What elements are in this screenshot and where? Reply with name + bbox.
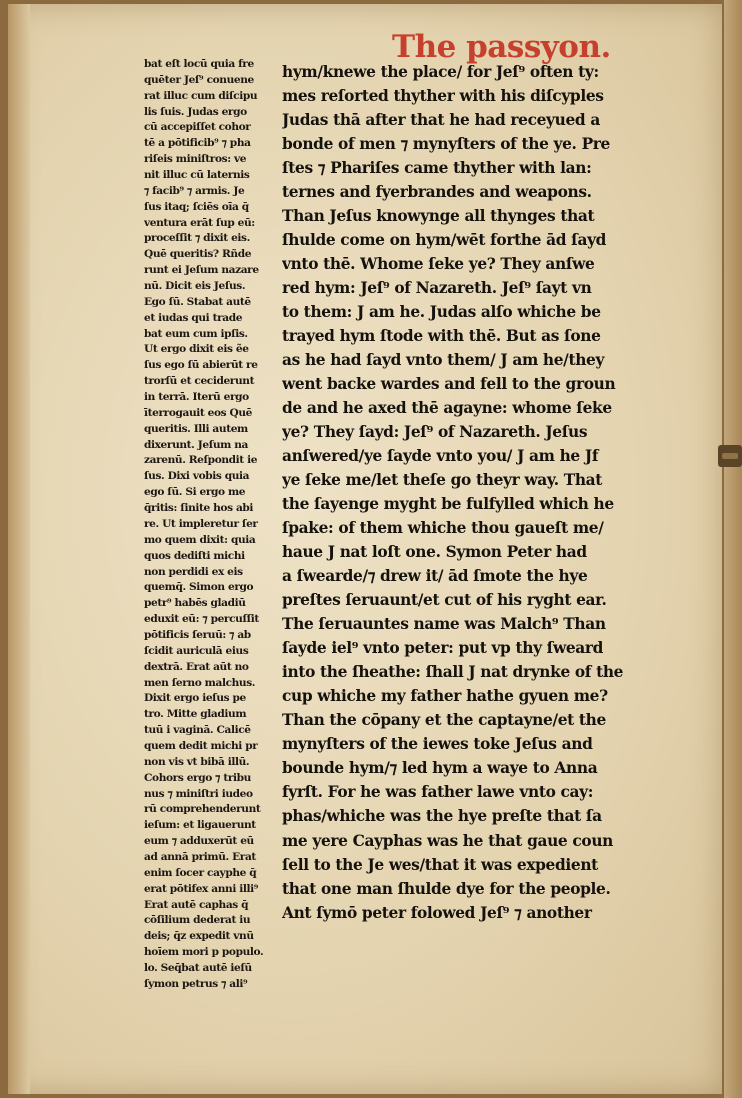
text-line: runt ei Jeſum nazare	[144, 264, 259, 277]
text-line: hym/knewe the place/ for Jeſ⁹ often ty:	[282, 63, 599, 81]
text-line: dextrā. Erat aūt no	[144, 660, 249, 673]
text-line: īterrogauit eos Quē	[144, 406, 252, 419]
text-line: petr⁹ habēs gladiū	[144, 597, 246, 610]
english-text-column	[282, 60, 696, 925]
text-line: Than Jeſus knowynge all thynges that	[282, 207, 595, 226]
text-line: trayed hym ſtode with thē. But as ſone	[282, 327, 601, 346]
text-line: Quē queritis? Rñde	[144, 248, 252, 261]
text-line: riſeis miniſtros: ve	[144, 153, 247, 166]
text-line: zarenū. Reſpondit ie	[144, 454, 258, 467]
text-line: lis ſuis. Judas ergo	[144, 105, 247, 118]
facing-page-edge	[724, 0, 742, 1098]
text-line: Than the cōpany et the captayne/et the	[282, 711, 606, 730]
text-line: into the ſheathe: ſhall J nat drynke of the	[282, 663, 624, 682]
text-line: de and he axed thē agayne: whome ſeke	[282, 399, 612, 418]
text-line: hoīem mori p populo.	[144, 946, 264, 959]
text-line: cup whiche my father hathe gyuen me?	[282, 687, 608, 706]
text-line: enim ſocer cayphe q̄	[144, 866, 257, 879]
text-line: mo quem dixit: quia	[144, 533, 256, 546]
text-line: ternes and fyerbrandes and weapons.	[282, 183, 592, 202]
text-line: mes reſorted thyther with his diſcyples	[282, 87, 604, 106]
text-line: ſus. Dixi vobis quia	[144, 470, 250, 483]
text-line: ad annā primū. Erat	[144, 850, 256, 863]
text-line: Ego ſū. Stabat autē	[144, 295, 251, 308]
text-line: quos dediſti michi	[144, 549, 245, 562]
text-line: to them: J am he. Judas alſo whiche be	[282, 303, 601, 322]
text-line: nus ⁊ miniſtri iudeo	[144, 787, 253, 800]
text-line: ſus ego ſū abierūt re	[144, 359, 258, 372]
text-line: bounde hym/⁊ led hym a waye to Anna	[282, 759, 598, 778]
text-line: Ant ſymō peter folowed Jeſ⁹ ⁊ another	[282, 903, 592, 922]
text-line: trorſū et ceciderunt	[144, 375, 255, 388]
text-line: bat eſt locū quia fre	[144, 58, 254, 70]
text-line: Judas thā after that he had receyued a	[282, 111, 600, 130]
text-line: ſhulde come on hym/wēt forthe ād ſayd	[282, 231, 607, 250]
text-line: rat illuc cum diſcipu	[144, 89, 258, 102]
text-line: cū accepiſſet cohor	[144, 121, 251, 134]
text-line: quemq̄. Simon ergo	[144, 581, 254, 594]
text-line: tē a pōtificib⁹ ⁊ pha	[144, 137, 251, 150]
text-line: bonde of men ⁊ mynyſters of the ye. Pre	[282, 135, 610, 154]
text-line: vnto thē. Whome ſeke ye? They anſwe	[282, 255, 595, 274]
running-title: The passyon.	[392, 29, 611, 65]
binding-clasp	[718, 445, 742, 467]
text-line: quēter Jeſ⁹ conuene	[144, 73, 254, 86]
text-line: rū comprehenderunt	[144, 803, 261, 816]
latin-gloss-column	[144, 57, 288, 993]
text-line: red hym: Jeſ⁹ of Nazareth. Jeſ⁹ ſayt vn	[282, 279, 592, 298]
text-line: ſtes ⁊ Phariſes came thyther with lan:	[282, 159, 592, 178]
text-line: eum ⁊ adduxerūt eū	[144, 835, 254, 848]
text-line: went backe wardes and fell to the groun	[282, 375, 616, 394]
text-line: et iudas qui trade	[144, 311, 243, 324]
text-line: Ut ergo dixit eis ẽe	[144, 343, 249, 356]
text-line: ſus itaq; ſciēs oīa q̄	[144, 200, 249, 213]
text-line: ieſum: et ligauerunt	[144, 819, 256, 832]
book-page	[8, 4, 722, 1094]
text-line: preſtes ſeruaunt/et cut of his ryght ear.	[282, 591, 607, 610]
text-line: ⁊ facib⁹ ⁊ armis. Je	[144, 184, 245, 197]
text-line: proceſſit ⁊ dixit eis.	[144, 232, 250, 245]
text-line: non perdidi ex eis	[144, 565, 243, 578]
text-line: pōtificis ſeruū: ⁊ ab	[144, 628, 251, 641]
text-line: ye ſeke me/let theſe go theyr way. That	[282, 471, 603, 490]
page-gutter	[8, 4, 30, 1094]
text-line: ſayde iel⁹ vnto peter: put vp thy ſweard	[282, 639, 604, 658]
text-line: nū. Dicit eis Jeſus.	[144, 280, 246, 293]
text-line: as he had ſayd vnto them/ J am he/they	[282, 351, 605, 370]
text-line: eduxit eū: ⁊ percuſſit	[144, 613, 259, 626]
text-line: fyrſt. For he was father lawe vnto cay:	[282, 783, 594, 802]
text-line: anſwered/ye ſayde vnto you/ J am he Jf	[282, 447, 599, 466]
text-line: tuū i vaginā. Calicē	[144, 724, 251, 737]
text-line: Cohors ergo ⁊ tribu	[144, 771, 251, 784]
text-line: ſcidit auriculā eius	[144, 644, 249, 657]
text-line: that one man ſhulde dye for the people.	[282, 879, 611, 898]
text-line: ego ſū. Si ergo me	[144, 486, 246, 499]
text-line: q̄ritis: ſinite hos abi	[144, 502, 254, 515]
text-line: erat pōtifex anni illi⁹	[144, 882, 258, 895]
text-line: ſell to the Je wes/that it was expedient	[282, 855, 598, 874]
text-line: in terrā. Iterū ergo	[144, 391, 249, 404]
text-line: lo. Seq̄bat autē ieſū	[144, 961, 252, 974]
text-line: haue J nat loſt one. Symon Peter had	[282, 543, 587, 562]
text-line: mynyſters of the iewes toke Jeſus and	[282, 735, 593, 754]
text-line: The ſeruauntes name was Malch⁹ Than	[282, 615, 606, 634]
text-line: Dixit ergo ieſus pe	[144, 692, 246, 705]
text-line: dixerunt. Jeſum na	[144, 438, 249, 451]
text-line: queritis. Illi autem	[144, 422, 248, 435]
text-line: me yere Cayphas was he that gaue coun	[282, 831, 614, 850]
text-line: men ſerno malchus.	[144, 676, 256, 689]
text-line: quem dedit michi pr	[144, 739, 258, 752]
text-line: Erat autē caphas q̄	[144, 898, 249, 911]
text-line: tro. Mitte gladium	[144, 708, 247, 721]
text-line: ventura erāt ſup eū:	[144, 216, 255, 229]
text-line: ſpake: of them whiche thou gaueſt me/	[282, 519, 604, 538]
text-line: nit illuc cū laternis	[144, 169, 250, 182]
text-line: ye? They ſayd: Jeſ⁹ of Nazareth. Jeſus	[282, 423, 588, 442]
text-line: a ſwearde/⁊ drew it/ ād ſmote the hye	[282, 567, 588, 586]
text-line: deis; q̄z expedit vnū	[144, 930, 254, 943]
text-line: re. Ut impleretur ſer	[144, 517, 258, 530]
text-line: cōſilium dederat iu	[144, 914, 251, 927]
text-line: ſymon petrus ⁊ ali⁹	[144, 977, 248, 990]
text-line: the ſayenge myght be fulfylled which he	[282, 495, 614, 514]
text-line: phas/whiche was the hye preſte that ſa	[282, 807, 602, 826]
text-line: bat eum cum ipſis.	[144, 327, 248, 340]
text-line: non vis vt bibā illū.	[144, 755, 250, 768]
